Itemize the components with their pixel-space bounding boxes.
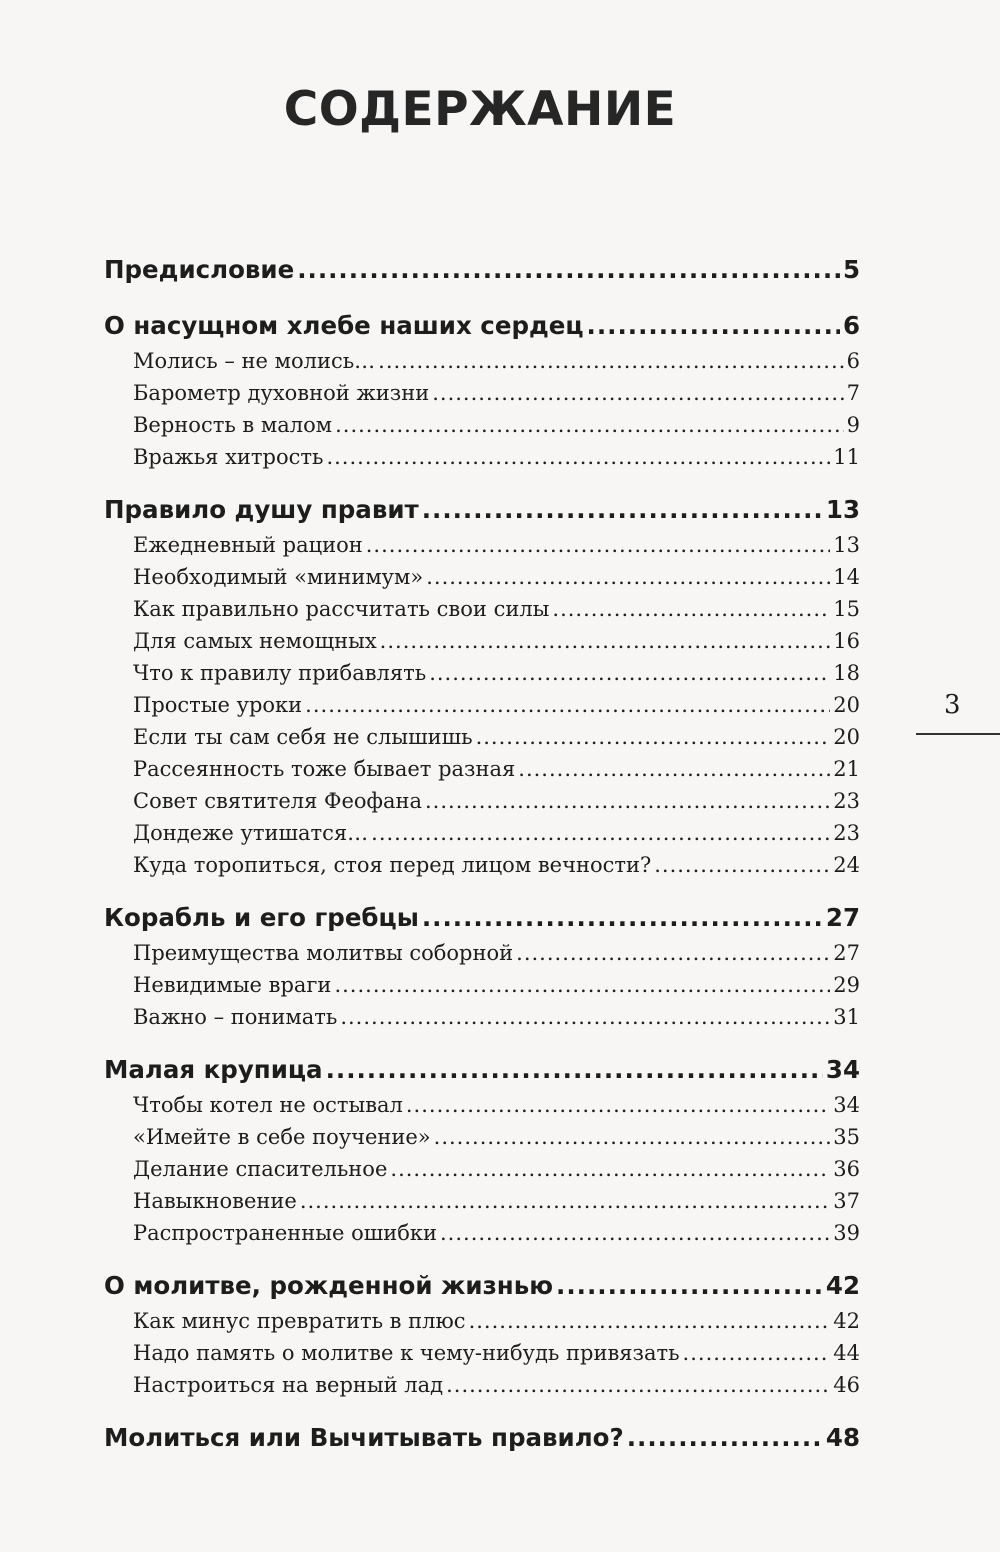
dot-leader [440,1217,830,1249]
toc-entry-page: 20 [833,725,860,749]
dot-leader [380,625,831,657]
toc-section-entry [104,721,860,753]
toc-section-entry [104,377,860,409]
toc-entry-title: Совет святителя Феофана [133,789,422,813]
toc-entry-page: 42 [825,1271,860,1300]
toc-section-entry [104,849,860,881]
toc-entry-page: 5 [842,255,860,284]
toc-section-entry [104,937,860,969]
toc-entry-title: Чтобы котел не остывал [133,1093,403,1117]
toc-entry-page: 46 [833,1373,860,1397]
dot-leader [518,753,830,785]
toc-section-entry [104,817,860,849]
dot-leader [305,689,830,721]
toc-entry-page: 34 [833,1093,860,1117]
dot-leader [425,785,830,817]
page-title: СОДЕРЖАНИЕ [283,82,677,137]
dot-leader [300,1185,830,1217]
toc-entry-title: Навыкновение [133,1189,297,1213]
toc-entry-page: 11 [833,445,860,469]
toc-entry-page: 21 [833,757,860,781]
toc-entry-page: 7 [846,381,860,405]
dot-leader [432,377,843,409]
dot-leader [422,491,823,529]
dot-leader [335,409,844,441]
toc-entry-page: 31 [833,1005,860,1029]
toc-entry-page: 24 [833,853,860,877]
toc-entry-title: Дондеже утишатся… [133,821,369,845]
toc-entry-title: О насущном хлебе наших сердец [104,311,584,340]
dot-leader [326,1051,823,1089]
toc-entry-title: Важно – понимать [133,1005,338,1029]
table-of-contents [104,251,860,1457]
toc-entry-title: Как правильно рассчитать свои силы [133,597,550,621]
dot-leader [406,1089,830,1121]
dot-leader [366,529,831,561]
toc-section-entry [104,657,860,689]
toc-entry-title: Если ты сам себя не слышишь [133,725,473,749]
dot-leader [326,441,830,473]
toc-entry-title: Для самых немощных [133,629,377,653]
dot-leader [476,721,831,753]
toc-section-entry [104,689,860,721]
toc-entry-title: Барометр духовной жизни [133,381,430,405]
toc-entry-page: 37 [833,1189,860,1213]
toc-section-entry [104,753,860,785]
dot-leader [429,657,830,689]
toc-section-entry [104,593,860,625]
toc-section-entry [104,529,860,561]
toc-entry-title: Куда торопиться, стоя перед лицом вечности? [133,853,652,877]
toc-entry-page: 9 [846,413,860,437]
toc-section-entry [104,785,860,817]
toc-section-entry [104,561,860,593]
dot-leader [552,593,830,625]
toc-entry-page: 42 [833,1309,860,1333]
toc-entry-page: 13 [825,495,860,524]
page-number: 3 [944,690,961,720]
toc-section-entry [104,1305,860,1337]
toc-entry-title: Распространенные ошибки [133,1221,437,1245]
toc-section-entry [104,969,860,1001]
toc-entry-title: Надо память о молитве к чему-нибудь привязать [133,1341,680,1365]
toc-entry-page: 13 [833,533,860,557]
dot-leader [334,969,830,1001]
dot-leader [446,1369,830,1401]
toc-section-entry [104,409,860,441]
toc-section-entry [104,1217,860,1249]
toc-chapter-entry [104,307,860,345]
dot-leader [556,1267,823,1305]
toc-entry-title: Невидимые враги [133,973,332,997]
toc-entry-title: Предисловие [104,255,295,284]
dot-leader [654,849,830,881]
toc-entry-page: 20 [833,693,860,717]
dot-leader [627,1419,823,1457]
toc-entry-title: Правило душу правит [104,495,419,524]
toc-entry-title: «Имейте в себе поучение» [133,1125,431,1149]
toc-entry-page: 39 [833,1221,860,1245]
toc-entry-title: Что к правилу прибавлять [133,661,427,685]
dot-leader [297,251,840,289]
toc-entry-page: 16 [833,629,860,653]
toc-chapter-entry [104,1267,860,1305]
toc-section-entry [104,441,860,473]
toc-entry-page: 35 [833,1125,860,1149]
toc-entry-title: О молитве, рожденной жизнью [104,1271,554,1300]
toc-section-entry [104,625,860,657]
toc-entry-page: 18 [833,661,860,685]
toc-entry-title: Делание спасительное [133,1157,388,1181]
dot-leader [516,937,830,969]
toc-section-entry [104,345,860,377]
dot-leader [340,1001,830,1033]
toc-entry-title: Настроиться на верный лад [133,1373,444,1397]
toc-entry-title: Преимущества молитвы соборной [133,941,514,965]
toc-entry-title: Корабль и его гребцы [104,903,419,932]
toc-entry-title: Как минус превратить в плюс [133,1309,466,1333]
toc-chapter-entry [104,491,860,529]
toc-entry-title: Молись – не молись… [133,349,376,373]
toc-section-entry [104,1001,860,1033]
toc-entry-page: 15 [833,597,860,621]
toc-section-entry [104,1089,860,1121]
dot-leader [378,345,843,377]
page-number-rule [916,733,1000,735]
toc-entry-page: 29 [833,973,860,997]
toc-entry-title: Простые уроки [133,693,303,717]
toc-entry-page: 44 [833,1341,860,1365]
dot-leader [587,307,840,345]
toc-entry-title: Рассеянность тоже бывает разная [133,757,516,781]
dot-leader [426,561,830,593]
toc-section-entry [104,1185,860,1217]
toc-entry-page: 23 [833,789,860,813]
toc-section-entry [104,1153,860,1185]
toc-section-entry [104,1121,860,1153]
dot-leader [422,899,823,937]
toc-entry-page: 6 [842,311,860,340]
toc-entry-page: 34 [825,1055,860,1084]
toc-entry-title: Молиться или Вычитывать правило? [104,1423,624,1452]
dot-leader [469,1305,831,1337]
toc-chapter-entry [104,1419,860,1457]
toc-section-entry [104,1337,860,1369]
toc-entry-title: Малая крупица [104,1055,323,1084]
toc-chapter-entry [104,251,860,289]
toc-entry-page: 27 [825,903,860,932]
toc-entry-page: 23 [833,821,860,845]
toc-entry-page: 6 [846,349,860,373]
dot-leader [434,1121,831,1153]
toc-entry-title: Верность в малом [133,413,333,437]
toc-entry-title: Вражья хитрость [133,445,324,469]
toc-entry-page: 27 [833,941,860,965]
toc-entry-title: Необходимый «минимум» [133,565,424,589]
dot-leader [683,1337,831,1369]
toc-entry-title: Ежедневный рацион [133,533,363,557]
toc-entry-page: 36 [833,1157,860,1181]
toc-chapter-entry [104,1051,860,1089]
toc-entry-page: 48 [825,1423,860,1452]
dot-leader [371,817,830,849]
toc-section-entry [104,1369,860,1401]
toc-entry-page: 14 [833,565,860,589]
dot-leader [390,1153,830,1185]
toc-chapter-entry [104,899,860,937]
